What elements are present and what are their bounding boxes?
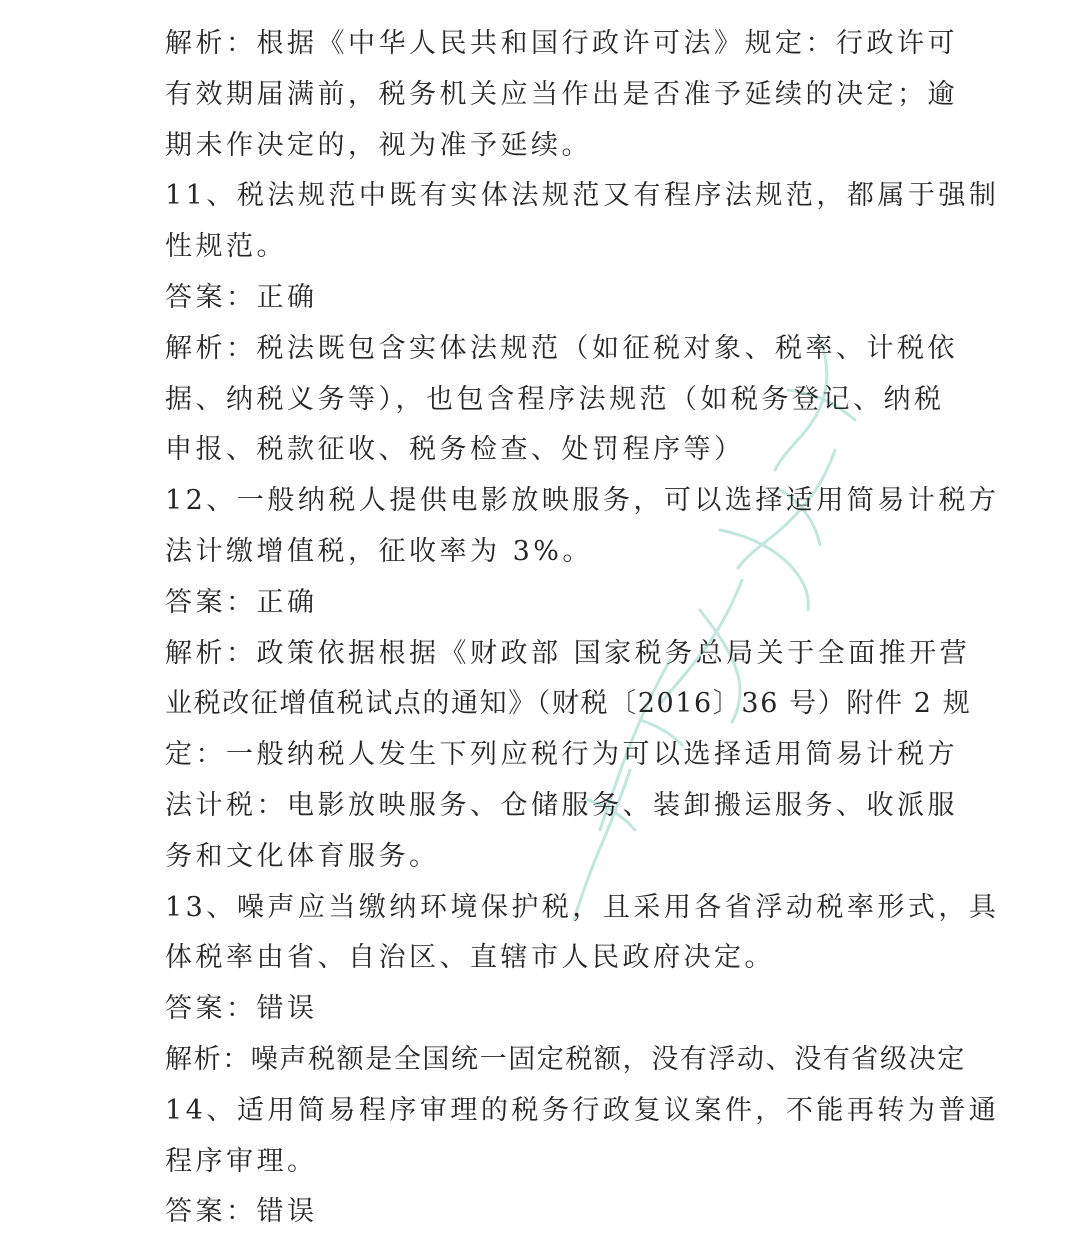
- text-line: 解析：根据《中华人民共和国行政许可法》规定：行政许可: [165, 28, 958, 59]
- question-line: 12、一般纳税人提供电影放映服务，可以选择适用简易计税方: [165, 485, 1000, 517]
- text-line: 申报、税款征收、税务检查、处罚程序等）: [165, 434, 745, 466]
- question-line: 法计缴增值税，征收率为 3%。: [165, 535, 593, 567]
- text-line: 业税改征增值税试点的通知》（财税〔2016〕36 号）附件 2 规: [165, 688, 972, 720]
- answer-line: 答案：正确: [165, 281, 318, 313]
- text-line: 解析：噪声税额是全国统一固定税额，没有浮动、没有省级决定: [165, 1043, 966, 1075]
- question-line: 11、税法规范中既有实体法规范又有程序法规范，都属于强制: [165, 180, 1000, 212]
- question-line: 程序审理。: [165, 1145, 318, 1177]
- text-line: 解析：税法既包含实体法规范（如征税对象、税率、计税依: [165, 332, 958, 364]
- text-line: 解析：政策依据根据《财政部 国家税务总局关于全面推开营: [165, 637, 971, 669]
- question-line: 14、适用简易程序审理的税务行政复议案件，不能再转为普通: [165, 1094, 1000, 1126]
- text-line: 据、纳税义务等），也包含程序法规范（如税务登记、纳税: [165, 383, 945, 415]
- answer-line: 答案：错误: [165, 1196, 318, 1228]
- question-line: 体税率由省、自治区、直辖市人民政府决定。: [165, 942, 775, 974]
- answer-line: 答案：错误: [165, 993, 318, 1025]
- question-line: 13、噪声应当缴纳环境保护税，且采用各省浮动税率形式，具: [165, 891, 1000, 923]
- text-line: 定：一般纳税人发生下列应税行为可以选择适用简易计税方: [165, 739, 958, 771]
- question-line: 性规范。: [165, 231, 287, 263]
- text-line: 有效期届满前，税务机关应当作出是否准予延续的决定；逾: [165, 78, 958, 110]
- text-line: 期未作决定的，视为准予延续。: [165, 129, 592, 161]
- document-body: [165, 19, 1000, 1238]
- text-line: 法计税：电影放映服务、仓储服务、装卸搬运服务、收派服: [165, 789, 958, 821]
- answer-line: 答案：正确: [165, 586, 318, 618]
- text-line: 务和文化体育服务。: [165, 840, 440, 872]
